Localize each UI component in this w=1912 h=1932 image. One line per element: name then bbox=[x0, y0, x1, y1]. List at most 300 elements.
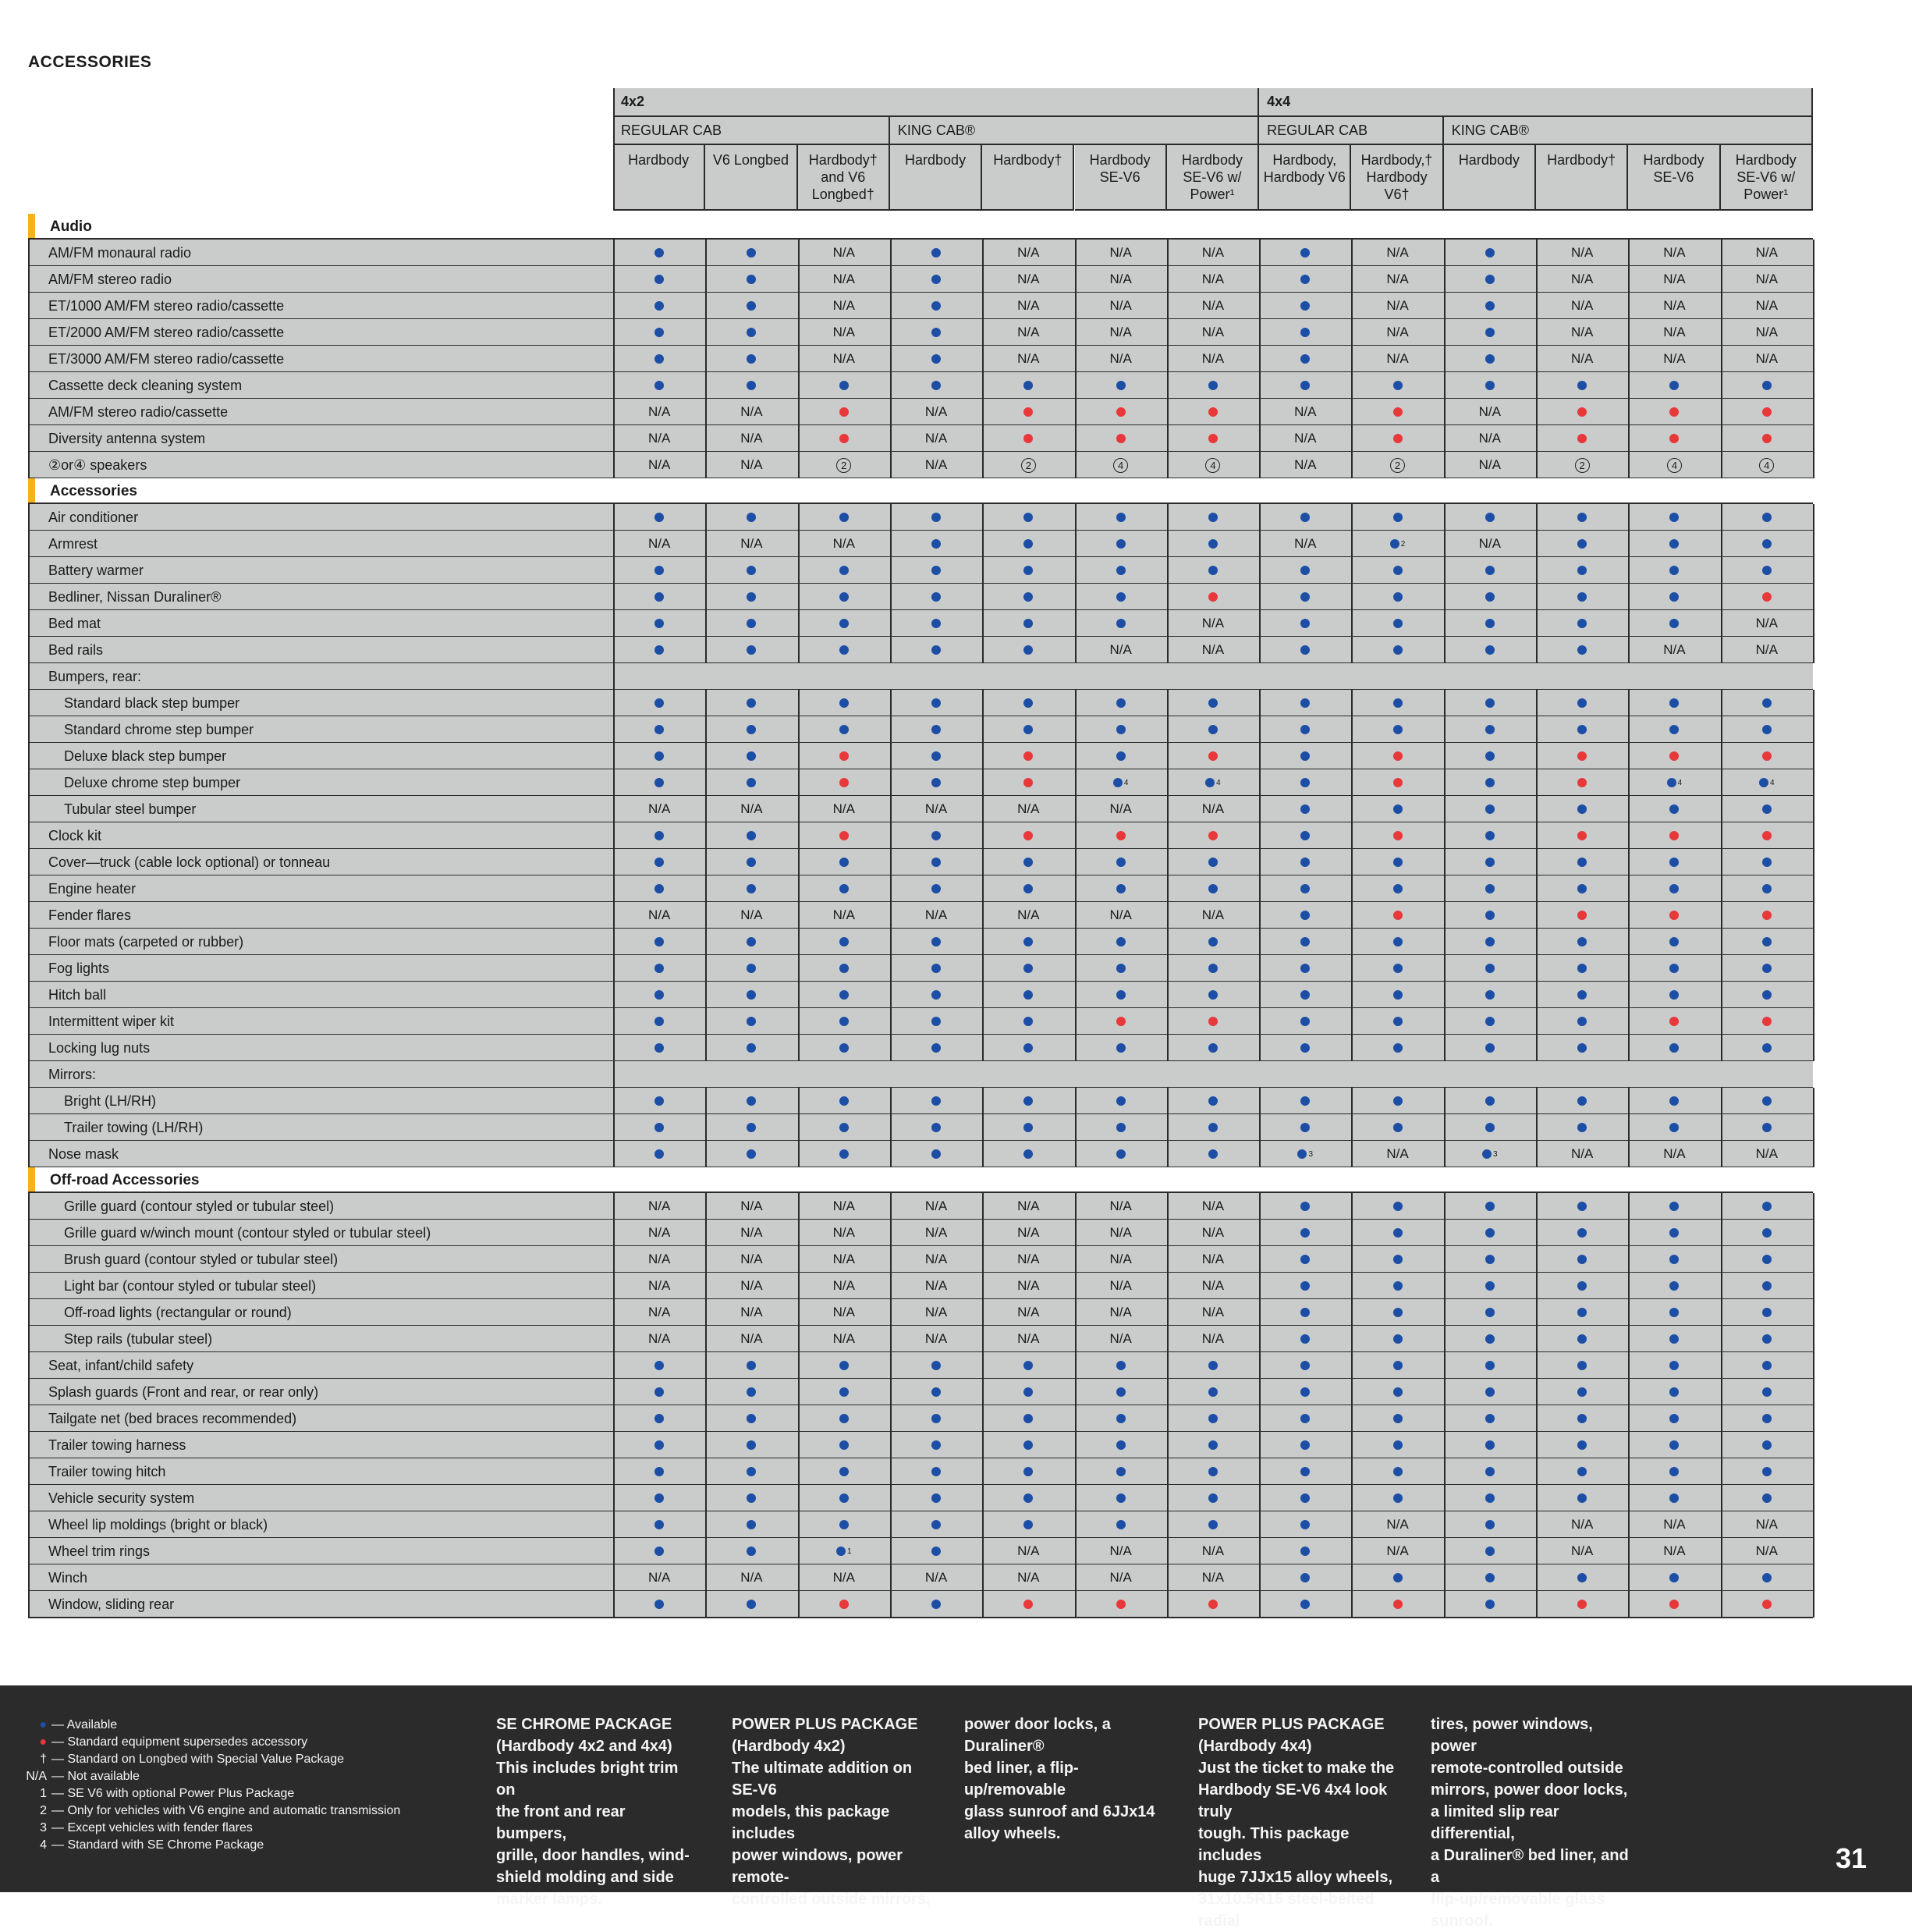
header-column-label: Hardbody bbox=[1458, 152, 1520, 168]
cell-value bbox=[1628, 1405, 1720, 1432]
column-divider bbox=[890, 690, 892, 716]
cell-value: N/A bbox=[647, 1225, 671, 1240]
standard-dot-icon bbox=[1116, 434, 1126, 443]
column-divider bbox=[1536, 1485, 1538, 1511]
available-dot-icon bbox=[747, 513, 756, 522]
package-text-line: mirrors, power door locks, bbox=[1431, 1781, 1628, 1799]
available-dot-icon bbox=[1669, 1308, 1679, 1317]
cell-value bbox=[705, 1538, 797, 1564]
column-divider bbox=[1351, 425, 1353, 452]
cell-value: N/A bbox=[740, 801, 763, 816]
cell-value bbox=[982, 531, 1074, 557]
column-divider bbox=[1259, 1432, 1261, 1458]
column-divider bbox=[798, 796, 800, 822]
column-divider bbox=[1259, 769, 1261, 796]
cell-value bbox=[1167, 1432, 1259, 1458]
standard-dot-icon bbox=[1023, 778, 1033, 787]
cell-value bbox=[613, 769, 705, 796]
column-divider bbox=[1167, 1564, 1169, 1591]
cell-value bbox=[1259, 849, 1351, 875]
available-dot-icon bbox=[1667, 778, 1676, 787]
cell-value bbox=[1444, 266, 1536, 293]
cell-value: N/A bbox=[1478, 457, 1501, 472]
cell-value bbox=[1628, 1591, 1720, 1618]
column-divider bbox=[798, 1432, 800, 1458]
cell-value bbox=[705, 929, 797, 955]
column-divider bbox=[890, 266, 892, 293]
column-divider bbox=[613, 663, 615, 690]
available-dot-icon bbox=[1762, 937, 1772, 946]
column-divider bbox=[1167, 1326, 1169, 1352]
available-dot-icon bbox=[1762, 1573, 1772, 1582]
column-divider bbox=[1259, 1273, 1261, 1299]
column-divider bbox=[890, 584, 892, 610]
cell-value bbox=[1259, 1538, 1351, 1564]
available-dot-icon bbox=[931, 751, 941, 761]
table-row bbox=[28, 293, 1813, 319]
cell-value bbox=[1721, 849, 1813, 875]
column-divider bbox=[1813, 346, 1814, 372]
cell-value: N/A bbox=[924, 404, 948, 419]
column-divider bbox=[1536, 1538, 1538, 1564]
column-divider bbox=[705, 1538, 707, 1564]
cell-value bbox=[705, 504, 797, 531]
column-divider bbox=[890, 1088, 892, 1114]
column-divider bbox=[1259, 1193, 1261, 1220]
cell-value bbox=[1721, 716, 1813, 743]
column-divider bbox=[798, 902, 800, 929]
available-dot-icon bbox=[1208, 990, 1218, 1000]
column-divider bbox=[1536, 1035, 1538, 1061]
standard-dot-icon bbox=[1669, 1600, 1679, 1609]
package-text-line: POWER PLUS PACKAGE bbox=[1198, 1716, 1385, 1733]
cell-value bbox=[1628, 769, 1720, 796]
column-divider bbox=[1813, 955, 1814, 982]
cell-value bbox=[1167, 1088, 1259, 1114]
column-divider bbox=[1444, 955, 1446, 982]
cell-value bbox=[1259, 716, 1351, 743]
column-divider bbox=[1721, 1405, 1722, 1432]
column-divider bbox=[1536, 1352, 1538, 1379]
cell-value bbox=[1628, 504, 1720, 531]
cell-value bbox=[1075, 1432, 1167, 1458]
available-dot-icon bbox=[1023, 698, 1033, 708]
column-divider bbox=[1444, 1564, 1446, 1591]
column-divider bbox=[613, 1220, 615, 1246]
available-dot-icon bbox=[839, 592, 849, 602]
cell-value bbox=[1721, 1564, 1813, 1591]
cell-value bbox=[1259, 1458, 1351, 1485]
cell-value bbox=[705, 1352, 797, 1379]
cell-value bbox=[1444, 1432, 1536, 1458]
column-divider bbox=[1444, 982, 1446, 1008]
available-dot-icon bbox=[1300, 804, 1310, 814]
available-dot-icon bbox=[1300, 1361, 1310, 1370]
available-dot-icon bbox=[1023, 725, 1033, 734]
cell-value bbox=[1444, 1246, 1536, 1273]
column-divider bbox=[798, 1326, 800, 1352]
cell-value bbox=[890, 743, 982, 769]
column-divider bbox=[1813, 1299, 1814, 1326]
available-dot-icon bbox=[1023, 1467, 1033, 1476]
column-divider bbox=[1167, 1405, 1169, 1432]
cell-value bbox=[890, 1511, 982, 1538]
cell-value bbox=[1721, 1405, 1813, 1432]
table-row bbox=[28, 1246, 1813, 1273]
cell-value bbox=[1536, 1352, 1628, 1379]
row-label: Deluxe black step bumper bbox=[64, 748, 227, 764]
cell-value bbox=[982, 610, 1074, 637]
column-divider bbox=[1813, 1591, 1814, 1618]
footnote-marker: 3 bbox=[1308, 1149, 1314, 1159]
available-dot-icon bbox=[931, 937, 941, 946]
column-divider bbox=[1536, 1326, 1538, 1352]
cell-value bbox=[1075, 1458, 1167, 1485]
column-divider bbox=[613, 716, 615, 743]
column-divider bbox=[1075, 319, 1077, 346]
available-dot-icon bbox=[747, 619, 756, 628]
cell-value bbox=[613, 266, 705, 293]
column-divider bbox=[1167, 1193, 1169, 1220]
column-divider bbox=[1167, 531, 1169, 557]
cell-value bbox=[1721, 1432, 1813, 1458]
row-label: Fog lights bbox=[48, 961, 110, 976]
column-divider bbox=[1351, 1220, 1353, 1246]
available-dot-icon bbox=[1669, 381, 1679, 390]
column-divider bbox=[1259, 452, 1261, 478]
column-divider bbox=[1721, 1326, 1722, 1352]
available-dot-icon bbox=[1485, 566, 1495, 575]
cell-value bbox=[1351, 875, 1443, 902]
available-dot-icon bbox=[747, 964, 756, 973]
column-divider bbox=[1536, 1246, 1538, 1273]
column-divider bbox=[1444, 796, 1446, 822]
row-label: Grille guard w/winch mount (contour styled or tubular steel) bbox=[64, 1225, 431, 1241]
cell-value bbox=[1444, 1405, 1536, 1432]
column-divider bbox=[1444, 293, 1446, 319]
available-dot-icon bbox=[747, 1123, 756, 1132]
cell-value bbox=[982, 1485, 1074, 1511]
cell-value: N/A bbox=[1478, 431, 1501, 446]
cell-value bbox=[1167, 584, 1259, 610]
table-row bbox=[28, 425, 1813, 452]
legend-item bbox=[19, 1820, 400, 1837]
cell-value bbox=[613, 346, 705, 372]
available-dot-icon bbox=[654, 381, 664, 390]
available-dot-icon bbox=[1762, 539, 1772, 549]
column-divider bbox=[1536, 716, 1538, 743]
column-divider bbox=[1259, 504, 1261, 531]
column-divider bbox=[1444, 1485, 1446, 1511]
column-divider bbox=[1444, 1193, 1446, 1220]
legend-item bbox=[19, 1802, 400, 1820]
column-divider bbox=[982, 982, 984, 1008]
available-dot-icon bbox=[1023, 1123, 1033, 1132]
cell-value bbox=[705, 1088, 797, 1114]
column-divider bbox=[1628, 1193, 1630, 1220]
standard-dot-icon bbox=[1023, 1600, 1033, 1609]
column-divider bbox=[1721, 1008, 1722, 1035]
available-dot-icon bbox=[1208, 858, 1218, 867]
cell-value bbox=[1167, 504, 1259, 531]
standard-dot-icon bbox=[1393, 831, 1403, 840]
column-divider bbox=[890, 452, 892, 478]
cell-value bbox=[1167, 822, 1259, 849]
cell-value bbox=[1351, 849, 1443, 875]
row-label: Armrest bbox=[48, 536, 98, 552]
cell-value bbox=[1075, 875, 1167, 902]
column-divider bbox=[890, 1379, 892, 1405]
column-divider bbox=[890, 1538, 892, 1564]
available-dot-icon bbox=[1300, 301, 1310, 311]
column-divider bbox=[798, 346, 800, 372]
cell-value bbox=[1351, 557, 1443, 584]
available-dot-icon bbox=[931, 884, 941, 893]
column-divider bbox=[982, 716, 984, 743]
available-dot-icon bbox=[1300, 990, 1310, 1000]
column-divider bbox=[1167, 716, 1169, 743]
header-border bbox=[613, 88, 615, 211]
cell-value bbox=[1351, 796, 1443, 822]
column-divider bbox=[798, 1141, 800, 1167]
row-label: Light bar (contour styled or tubular steel) bbox=[64, 1278, 317, 1294]
column-divider bbox=[1167, 240, 1169, 266]
cell-value: N/A bbox=[832, 1199, 855, 1213]
cell-value bbox=[1536, 1485, 1628, 1511]
cell-value bbox=[1351, 1458, 1443, 1485]
cell-value bbox=[982, 716, 1074, 743]
cell-value bbox=[798, 690, 890, 716]
cell-value: N/A bbox=[1755, 325, 1778, 339]
column-divider bbox=[1813, 929, 1814, 955]
column-divider bbox=[1444, 1088, 1446, 1114]
cell-value: N/A bbox=[832, 245, 855, 260]
cell-value bbox=[982, 955, 1074, 982]
cell-value: N/A bbox=[1017, 1305, 1040, 1319]
available-dot-icon bbox=[1762, 964, 1772, 973]
cell-value bbox=[1628, 425, 1720, 452]
cell-value bbox=[1628, 902, 1720, 929]
available-dot-icon bbox=[1669, 1202, 1679, 1211]
column-divider bbox=[1813, 690, 1814, 716]
column-divider bbox=[1444, 902, 1446, 929]
available-dot-icon bbox=[1116, 539, 1126, 549]
column-divider bbox=[1444, 822, 1446, 849]
cell-value bbox=[1721, 1035, 1813, 1061]
available-dot-icon bbox=[931, 566, 941, 575]
column-divider bbox=[1721, 266, 1722, 293]
available-dot-icon bbox=[1577, 645, 1587, 655]
available-dot-icon bbox=[747, 831, 756, 840]
legend-key: † bbox=[40, 1753, 47, 1766]
column-divider bbox=[890, 716, 892, 743]
available-dot-icon bbox=[1300, 1387, 1310, 1397]
cell-value bbox=[705, 584, 797, 610]
cell-value bbox=[1536, 955, 1628, 982]
cell-value bbox=[1721, 425, 1813, 452]
row-label: Standard black step bumper bbox=[64, 695, 240, 711]
column-divider bbox=[1721, 1485, 1722, 1511]
cell-value bbox=[982, 1591, 1074, 1618]
available-dot-icon bbox=[654, 990, 664, 1000]
cell-value bbox=[1628, 1273, 1720, 1299]
cell-value: N/A bbox=[1294, 536, 1317, 551]
available-dot-icon bbox=[1577, 1043, 1587, 1053]
cell-value bbox=[982, 1352, 1074, 1379]
column-divider bbox=[1351, 319, 1353, 346]
cell-value bbox=[982, 1458, 1074, 1485]
column-divider bbox=[1444, 1220, 1446, 1246]
available-dot-icon bbox=[1762, 1308, 1772, 1317]
column-divider bbox=[1259, 1326, 1261, 1352]
table-row bbox=[28, 1511, 1813, 1538]
table-left-border bbox=[28, 399, 30, 425]
cell-value bbox=[982, 1088, 1074, 1114]
column-divider bbox=[1167, 1246, 1169, 1273]
cell-value bbox=[1167, 1035, 1259, 1061]
cell-value bbox=[1628, 1220, 1720, 1246]
available-dot-icon bbox=[654, 1547, 664, 1556]
available-dot-icon bbox=[1300, 1228, 1310, 1238]
cell-value bbox=[705, 1432, 797, 1458]
cell-value bbox=[613, 504, 705, 531]
standard-dot-icon bbox=[1762, 831, 1772, 840]
available-dot-icon bbox=[1485, 645, 1495, 655]
column-divider bbox=[1259, 1511, 1261, 1538]
available-dot-icon bbox=[1485, 1573, 1495, 1582]
column-divider bbox=[1721, 1352, 1722, 1379]
row-label: Hitch ball bbox=[48, 987, 107, 1003]
column-divider bbox=[1075, 1352, 1077, 1379]
standard-dot-icon bbox=[839, 434, 849, 443]
legend-key: 4 bbox=[40, 1838, 47, 1852]
table-row bbox=[28, 875, 1813, 902]
column-divider bbox=[705, 1299, 707, 1326]
row-subheader bbox=[28, 663, 1813, 690]
column-divider bbox=[1721, 1246, 1722, 1273]
cell-value bbox=[798, 399, 890, 425]
column-divider bbox=[1351, 1326, 1353, 1352]
table-row bbox=[28, 796, 1813, 822]
column-divider bbox=[1813, 531, 1814, 557]
column-divider bbox=[1351, 716, 1353, 743]
cell-value bbox=[1167, 849, 1259, 875]
legend-text: — Only for vehicles with V6 engine and automatic transmission bbox=[51, 1804, 401, 1817]
row-subheader bbox=[28, 1061, 1813, 1088]
column-divider bbox=[1628, 346, 1630, 372]
cell-value bbox=[705, 1511, 797, 1538]
available-dot-icon bbox=[1485, 1228, 1495, 1238]
standard-dot-icon bbox=[1208, 1017, 1218, 1026]
column-divider bbox=[613, 452, 615, 478]
package-text-line: sunroof. bbox=[1431, 1912, 1493, 1930]
available-dot-icon bbox=[1577, 990, 1587, 1000]
column-divider bbox=[1259, 531, 1261, 557]
cell-value bbox=[1444, 1352, 1536, 1379]
column-divider bbox=[1259, 1114, 1261, 1141]
column-divider bbox=[1167, 319, 1169, 346]
column-divider bbox=[1444, 1352, 1446, 1379]
header-column-label: Hardbody SE-V6 w/ Power¹ bbox=[1735, 152, 1797, 202]
cell-value: N/A bbox=[1386, 245, 1409, 260]
available-dot-icon bbox=[1393, 884, 1403, 893]
available-dot-icon bbox=[1669, 990, 1679, 1000]
column-divider bbox=[1721, 849, 1722, 875]
available-dot-icon bbox=[1577, 1361, 1587, 1370]
available-dot-icon bbox=[931, 1493, 941, 1503]
available-dot-icon bbox=[1485, 1414, 1495, 1423]
available-dot-icon bbox=[1208, 698, 1218, 708]
cell-value: N/A bbox=[1017, 1331, 1040, 1346]
available-dot-icon bbox=[1023, 619, 1033, 628]
column-divider bbox=[798, 1088, 800, 1114]
cell-value bbox=[1628, 1564, 1720, 1591]
column-divider bbox=[613, 929, 615, 955]
cell-value bbox=[1628, 690, 1720, 716]
cell-value: N/A bbox=[1570, 1146, 1594, 1161]
cell-value bbox=[1721, 929, 1813, 955]
column-divider bbox=[1351, 610, 1353, 637]
column-divider bbox=[705, 1511, 707, 1538]
cell-value bbox=[798, 1379, 890, 1405]
column-divider bbox=[1444, 610, 1446, 637]
legend-text: — Available bbox=[51, 1718, 118, 1731]
cell-value bbox=[1259, 1564, 1351, 1591]
cell-value bbox=[705, 637, 797, 663]
available-dot-icon bbox=[1300, 1573, 1310, 1582]
column-divider bbox=[982, 319, 984, 346]
available-dot-icon bbox=[1023, 1440, 1033, 1450]
cell-value bbox=[1259, 1591, 1351, 1618]
available-dot-icon bbox=[1023, 990, 1033, 1000]
standard-dot-icon bbox=[1669, 407, 1679, 417]
table-row bbox=[28, 1326, 1813, 1352]
speaker-count-icon: 2 bbox=[1390, 458, 1405, 473]
cell-value bbox=[1259, 266, 1351, 293]
cell-value bbox=[890, 1485, 982, 1511]
column-divider bbox=[1259, 690, 1261, 716]
header-column bbox=[798, 145, 890, 211]
column-divider bbox=[1721, 1273, 1722, 1299]
legend-dot-icon: ● bbox=[39, 1735, 47, 1749]
standard-dot-icon bbox=[1762, 592, 1772, 602]
available-dot-icon bbox=[931, 645, 941, 655]
standard-dot-icon bbox=[1577, 407, 1587, 417]
table-left-border bbox=[28, 425, 30, 452]
cell-value bbox=[613, 1352, 705, 1379]
column-divider bbox=[1813, 1141, 1814, 1167]
table-row bbox=[28, 769, 1813, 796]
footnote-marker: 4 bbox=[1216, 778, 1221, 787]
cell-value bbox=[1536, 1114, 1628, 1141]
column-divider bbox=[1721, 319, 1722, 346]
available-dot-icon bbox=[747, 645, 756, 655]
cell-value bbox=[1536, 1564, 1628, 1591]
cell-value bbox=[1721, 902, 1813, 929]
legend-key: 1 bbox=[40, 1787, 47, 1800]
available-dot-icon bbox=[1482, 1149, 1492, 1159]
cell-value bbox=[798, 1432, 890, 1458]
column-divider bbox=[1721, 531, 1722, 557]
cell-value bbox=[1259, 557, 1351, 584]
available-dot-icon bbox=[1669, 1043, 1679, 1053]
cell-value bbox=[1351, 769, 1443, 796]
column-divider bbox=[613, 690, 615, 716]
available-dot-icon bbox=[1300, 858, 1310, 867]
legend-item bbox=[19, 1717, 400, 1734]
table-row bbox=[28, 531, 1813, 557]
column-divider bbox=[1351, 531, 1353, 557]
